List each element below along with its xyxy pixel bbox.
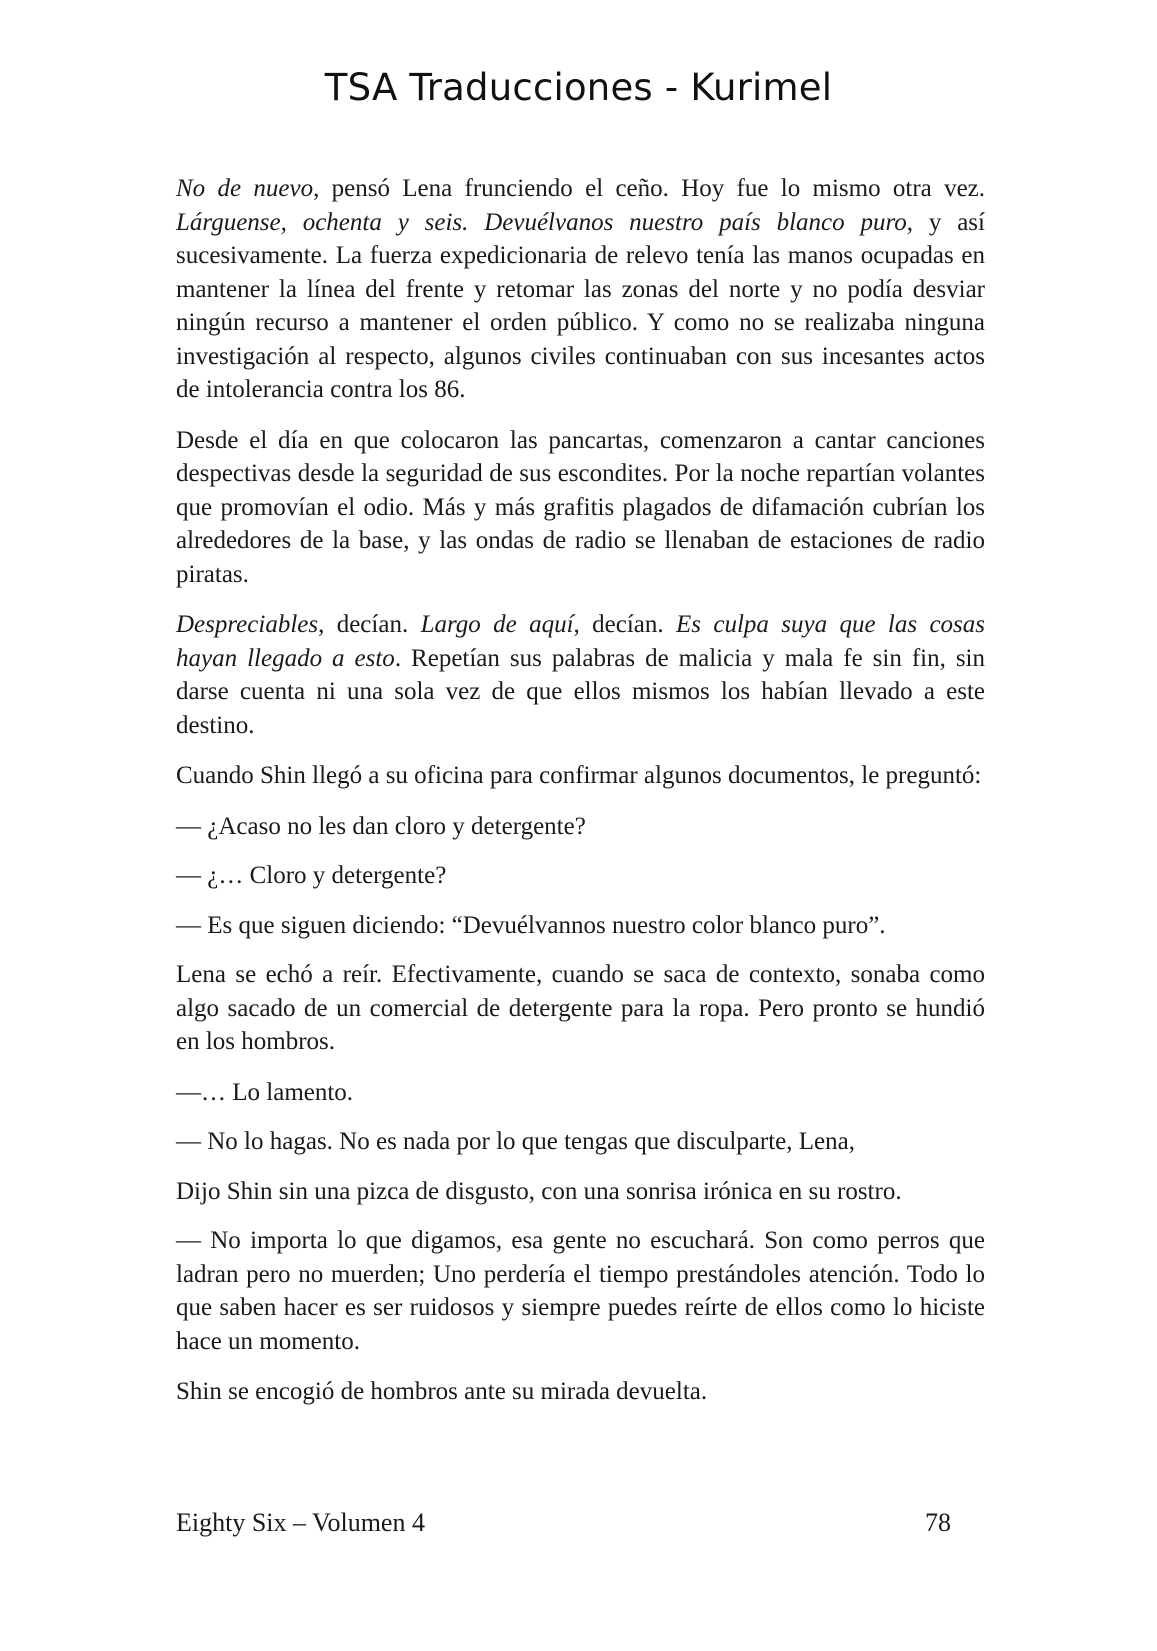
paragraph: Lena se echó a reír. Efectivamente, cuando se saca de contexto, sonaba como algo sacado de un comercial de detergente para la ropa. Pero pronto se hundió en los hombros. [176, 961, 985, 1055]
dialogue-line: — ¿Acaso no les dan cloro y detergente? [176, 812, 586, 840]
footer-book-title: Eighty Six – Volumen 4 [176, 1508, 425, 1537]
italic-text: Largo de aquí [420, 611, 574, 638]
page-header-title: TSA Traducciones - Kurimel [324, 66, 833, 109]
page-number: 78 [925, 1508, 951, 1537]
text-run: , decían. [318, 611, 421, 638]
text-run: , decían. [573, 611, 677, 638]
paragraph: Shin se encogió de hombros ante su mirada devuelta. [176, 1378, 708, 1405]
dialogue-line: — Es que siguen diciendo: “Devuélvannos nuestro color blanco puro”. [176, 911, 886, 939]
italic-text: No de nuevo [176, 175, 314, 202]
text-run: , pensó Lena frunciendo el ceño. Hoy fue lo mismo otra vez. [313, 175, 986, 202]
italic-text: Despreciables [176, 611, 319, 638]
italic-text: Lárguense, ochenta y seis. Devuélvanos nuestro país blanco puro [176, 208, 907, 236]
paragraph: Desde el día en que colocaron las pancartas, comenzaron a cantar canciones despectivas desde la seguridad de sus escondites. Por la noche repartían volantes que promovían el odio. Más y más grafitis plagados de difamación cubrían los alrededores de la base, y las ondas de radio se llenaban de estaciones de radio piratas. [176, 426, 985, 588]
paragraph: Dijo Shin sin una pizca de disgusto, con una sonrisa irónica en su rostro. [176, 1177, 902, 1205]
body-text [176, 172, 985, 1409]
paragraph: Cuando Shin llegó a su oficina para confirmar algunos documentos, le preguntó: [176, 762, 982, 789]
text-run: , y así sucesivamente. La fuerza expedicionaria de relevo tenía las manos ocupadas en mantener la línea del frente y retomar las zonas del norte y no podía desviar ningún recurso a mantener el orden público. Y como no se realizaba ninguna investigación al respecto, algunos civiles continuaban con sus incesantes actos de intolerancia contra los 86. [176, 208, 985, 403]
paragraph [176, 608, 985, 742]
dialogue-line: — No lo hagas. No es nada por lo que tengas que disculparte, Lena, [176, 1128, 855, 1155]
dialogue-line: — No importa lo que digamos, esa gente no escuchará. Son como perros que ladran pero no muerden; Uno perdería el tiempo prestándoles atención. Todo lo que saben hacer es ser ruidosos y siempre puedes reírte de ellos como lo hiciste hace un momento. [176, 1227, 985, 1355]
dialogue-line: — ¿… Cloro y detergente? [176, 862, 447, 889]
dialogue-line: —… Lo lamento. [176, 1078, 354, 1106]
text-run: . Repetían sus palabras de malicia y mala fe sin fin, sin darse cuenta ni una sola vez de que ellos mismos los habían llevado a este destino. [176, 644, 985, 739]
paragraph [176, 172, 985, 407]
italic-text: Es culpa suya que las cosas hayan llegado a esto [176, 611, 986, 672]
